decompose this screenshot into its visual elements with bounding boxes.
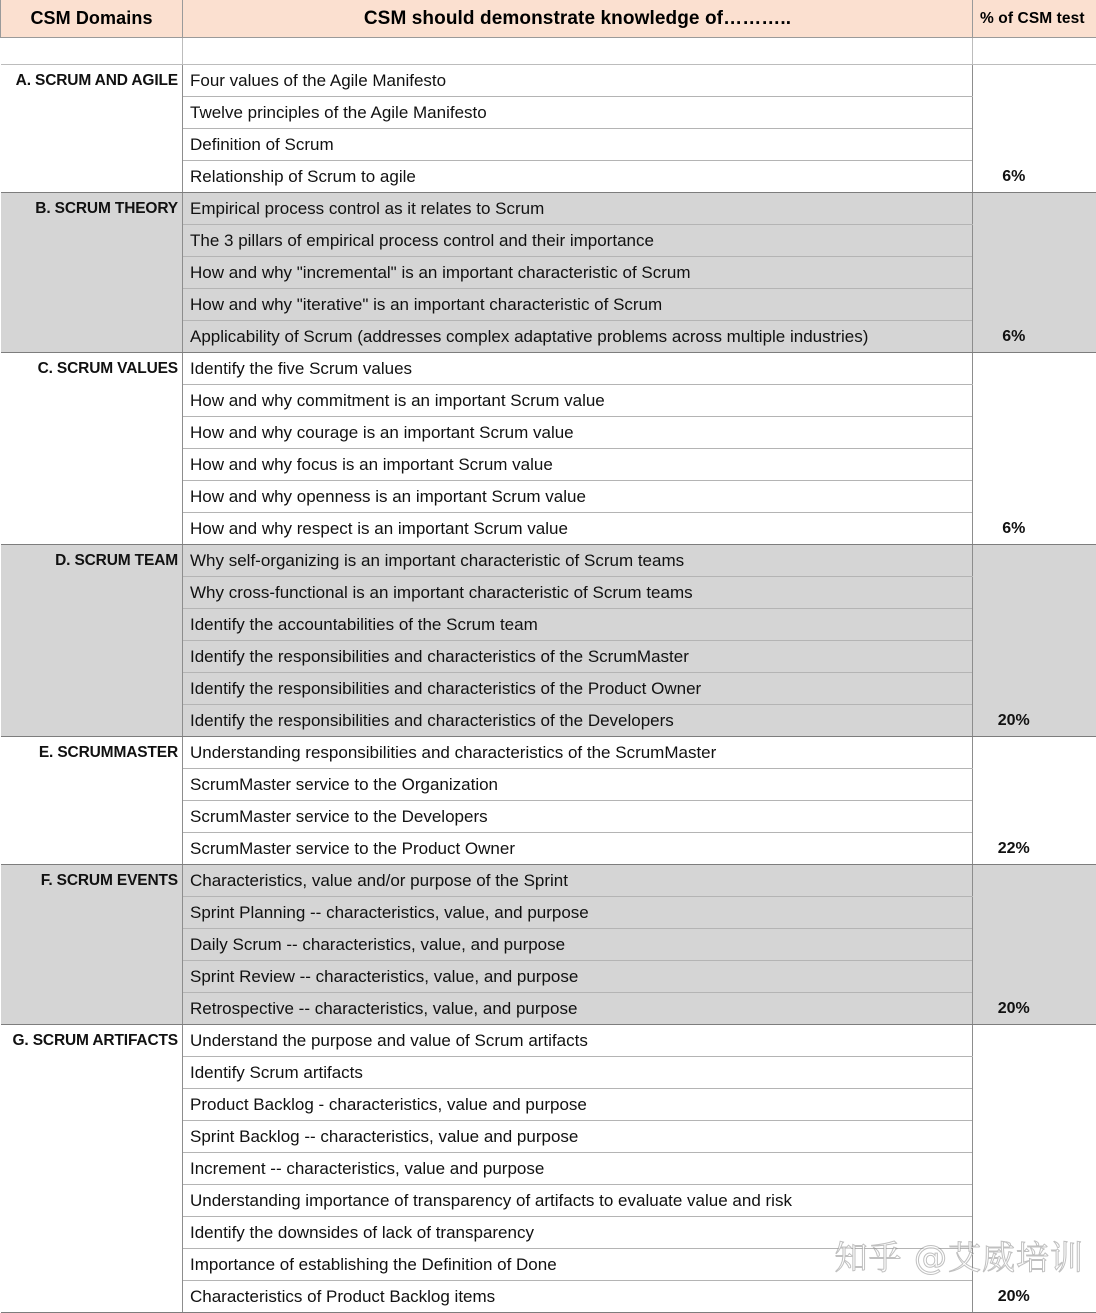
table-row — [1, 1025, 1096, 1057]
column-header-domain: CSM Domains — [1, 0, 183, 38]
table-row — [1, 65, 1096, 97]
table-row — [1, 353, 1096, 385]
topic-cell: Increment -- characteristics, value and purpose — [183, 1153, 973, 1185]
topic-cell: Applicability of Scrum (addresses complex adaptative problems across multiple industries) — [183, 321, 973, 353]
topic-cell: Identify the accountabilities of the Scrum team — [183, 609, 973, 641]
topic-cell: Identify the responsibilities and characteristics of the Developers — [183, 705, 973, 737]
percent-cell-1: 6% — [973, 193, 1096, 353]
topic-cell: Product Backlog - characteristics, value and purpose — [183, 1089, 973, 1121]
table-row — [1, 193, 1096, 225]
topic-cell: How and why openness is an important Scrum value — [183, 481, 973, 513]
topic-cell: Identify the responsibilities and characteristics of the Product Owner — [183, 673, 973, 705]
table-body — [1, 38, 1096, 1313]
topic-cell: Empirical process control as it relates to Scrum — [183, 193, 973, 225]
topic-cell: How and why commitment is an important Scrum value — [183, 385, 973, 417]
topic-cell: How and why "incremental" is an important characteristic of Scrum — [183, 257, 973, 289]
percent-cell-4: 22% — [973, 737, 1096, 865]
percent-cell-0: 6% — [973, 65, 1096, 193]
topic-cell: Retrospective -- characteristics, value, and purpose — [183, 993, 973, 1025]
table-row — [1, 545, 1096, 577]
spacer-cell-percent — [973, 38, 1096, 65]
header-row — [1, 0, 1096, 38]
domain-label-0: A. SCRUM AND AGILE — [1, 65, 183, 193]
topic-cell: Characteristics of Product Backlog items — [183, 1281, 973, 1313]
topic-cell: Why cross-functional is an important characteristic of Scrum teams — [183, 577, 973, 609]
topic-cell: Understanding responsibilities and characteristics of the ScrumMaster — [183, 737, 973, 769]
topic-cell: Sprint Review -- characteristics, value, and purpose — [183, 961, 973, 993]
spacer-row — [1, 38, 1096, 65]
percent-cell-3: 20% — [973, 545, 1096, 737]
topic-cell: Identify the downsides of lack of transparency — [183, 1217, 973, 1249]
table-row — [1, 737, 1096, 769]
percent-cell-6: 20% — [973, 1025, 1096, 1313]
topic-cell: Four values of the Agile Manifesto — [183, 65, 973, 97]
topic-cell: Twelve principles of the Agile Manifesto — [183, 97, 973, 129]
topic-cell: Definition of Scrum — [183, 129, 973, 161]
topic-cell: How and why focus is an important Scrum value — [183, 449, 973, 481]
topic-cell: ScrumMaster service to the Developers — [183, 801, 973, 833]
topic-cell: How and why respect is an important Scrum value — [183, 513, 973, 545]
topic-cell: Sprint Planning -- characteristics, value, and purpose — [183, 897, 973, 929]
table-row — [1, 865, 1096, 897]
topic-cell: Sprint Backlog -- characteristics, value and purpose — [183, 1121, 973, 1153]
topic-cell: The 3 pillars of empirical process control and their importance — [183, 225, 973, 257]
spacer-cell-topic — [183, 38, 973, 65]
domain-label-4: E. SCRUMMASTER — [1, 737, 183, 865]
topic-cell: How and why courage is an important Scrum value — [183, 417, 973, 449]
topic-cell: Understand the purpose and value of Scrum artifacts — [183, 1025, 973, 1057]
topic-cell: ScrumMaster service to the Product Owner — [183, 833, 973, 865]
column-header-topic: CSM should demonstrate knowledge of……….. — [183, 0, 973, 38]
domain-label-2: C. SCRUM VALUES — [1, 353, 183, 545]
topic-cell: How and why "iterative" is an important characteristic of Scrum — [183, 289, 973, 321]
spacer-cell-domain — [1, 38, 183, 65]
topic-cell: Identify Scrum artifacts — [183, 1057, 973, 1089]
topic-cell: ScrumMaster service to the Organization — [183, 769, 973, 801]
topic-cell: Identify the five Scrum values — [183, 353, 973, 385]
table-header — [1, 0, 1096, 38]
topic-cell: Identify the responsibilities and characteristics of the ScrumMaster — [183, 641, 973, 673]
topic-cell: Why self-organizing is an important characteristic of Scrum teams — [183, 545, 973, 577]
domain-label-3: D. SCRUM TEAM — [1, 545, 183, 737]
topic-cell: Characteristics, value and/or purpose of the Sprint — [183, 865, 973, 897]
topic-cell: Importance of establishing the Definition of Done — [183, 1249, 973, 1281]
percent-cell-2: 6% — [973, 353, 1096, 545]
domain-label-5: F. SCRUM EVENTS — [1, 865, 183, 1025]
column-header-percent: % of CSM test — [973, 0, 1096, 38]
domain-label-1: B. SCRUM THEORY — [1, 193, 183, 353]
percent-cell-5: 20% — [973, 865, 1096, 1025]
topic-cell: Daily Scrum -- characteristics, value, and purpose — [183, 929, 973, 961]
topic-cell: Understanding importance of transparency of artifacts to evaluate value and risk — [183, 1185, 973, 1217]
domain-label-6: G. SCRUM ARTIFACTS — [1, 1025, 183, 1313]
topic-cell: Relationship of Scrum to agile — [183, 161, 973, 193]
